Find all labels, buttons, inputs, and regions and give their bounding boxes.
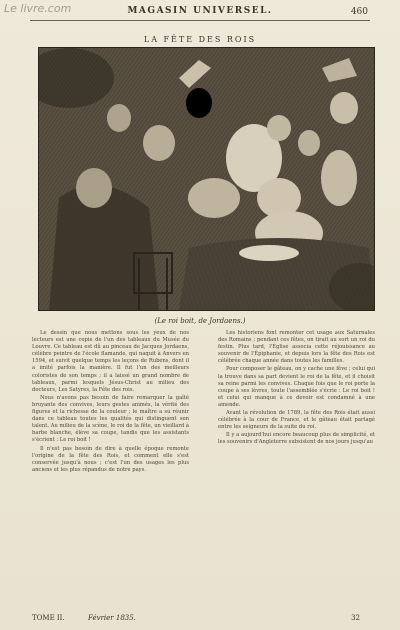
article-title: LA FÊTE DES ROIS <box>143 35 257 44</box>
running-head <box>30 6 370 21</box>
page-footer <box>32 614 370 624</box>
paragraph: Nous n'avons pas besoin de faire remarquer la gaîté bruyante des convives, leurs gestes animés, la vérité des figures et la richesse de la couleur ; le maître a su réunir dans ce tableau toutes les qualités qui distinguent son talent. Au milieu de la scène, le roi de la fête, un vieillard à barbe blanche, élève sa coupe, tandis que les assistants s'écrient : Le roi boit ! <box>32 394 189 444</box>
illustration-caption: (Le roi boit, de Jordaens.) <box>154 317 246 325</box>
paragraph: Il n'est pas besoin de dire à quelle époque remonte l'origine de la fête des Rois, et comment elle s'est conservée jusqu'à nous ; c'est l'un des usages les plus anciens et les plus répandus de notre pays. <box>32 445 189 473</box>
engraving-drawing <box>39 48 374 310</box>
watermark: Le livre.com <box>4 2 72 15</box>
paragraph: Il y a aujourd'hui encore beaucoup plus de simplicité, et les souvenirs d'Angleterre subsistent de nos jours jusqu'au <box>218 432 375 446</box>
signature-mark: 32 <box>351 614 360 622</box>
issue-date: Février 1835. <box>88 614 136 622</box>
paragraph: Pour composer le gâteau, on y cache une fève ; celui qui la trouve dans sa part devient le roi de la fête, et il choisit sa reine parmi les convives. Chaque fois que le roi porte la coupe à ses lèvres, toute l'assemblée s'écrie : Le roi boit ! et celui qui manque à ce devoir est condamné à une amende. <box>218 366 375 408</box>
paragraph: Les historiens font remonter cet usage aux Saturnales des Romains ; pendant ces fêtes, on tirait au sort un roi du festin. Plus tard, l'Église associa cette réjouissance au souvenir de l'Épiphanie, et depuis lors la fête des Rois est célébrée chaque année dans toutes les familles. <box>218 330 375 365</box>
journal-title: MAGASIN UNIVERSEL. <box>127 6 273 16</box>
engraving-illustration <box>38 47 375 311</box>
page-number: 460 <box>350 7 368 17</box>
text-column-right <box>218 330 375 448</box>
paragraph: Avant la révolution de 1789, la fête des Rois était aussi célébrée à la cour de France, et le gâteau était partagé entre les seigneurs de la suite du roi. <box>218 410 375 431</box>
paragraph: Le dessin que nous mettons sous les yeux de nos lecteurs est une copie de l'un des tableaux du Musée du Louvre. Ce tableau est dû au pinceau de Jacques Jordaens, célèbre peintre de l'école flamande, qui naquit à Anvers en 1594, et suivit quelque temps les leçons de Rubens, dont il a imité parfois la manière. Il fut l'un des meilleurs coloristes de son temps ; il a laissé un grand nombre de tableaux, parmi lesquels Jésus-Christ au milieu des docteurs, Les Satyres, la Fête des rois. <box>32 330 189 393</box>
volume-label: TOME II. <box>32 614 65 622</box>
text-column-left <box>32 330 189 475</box>
